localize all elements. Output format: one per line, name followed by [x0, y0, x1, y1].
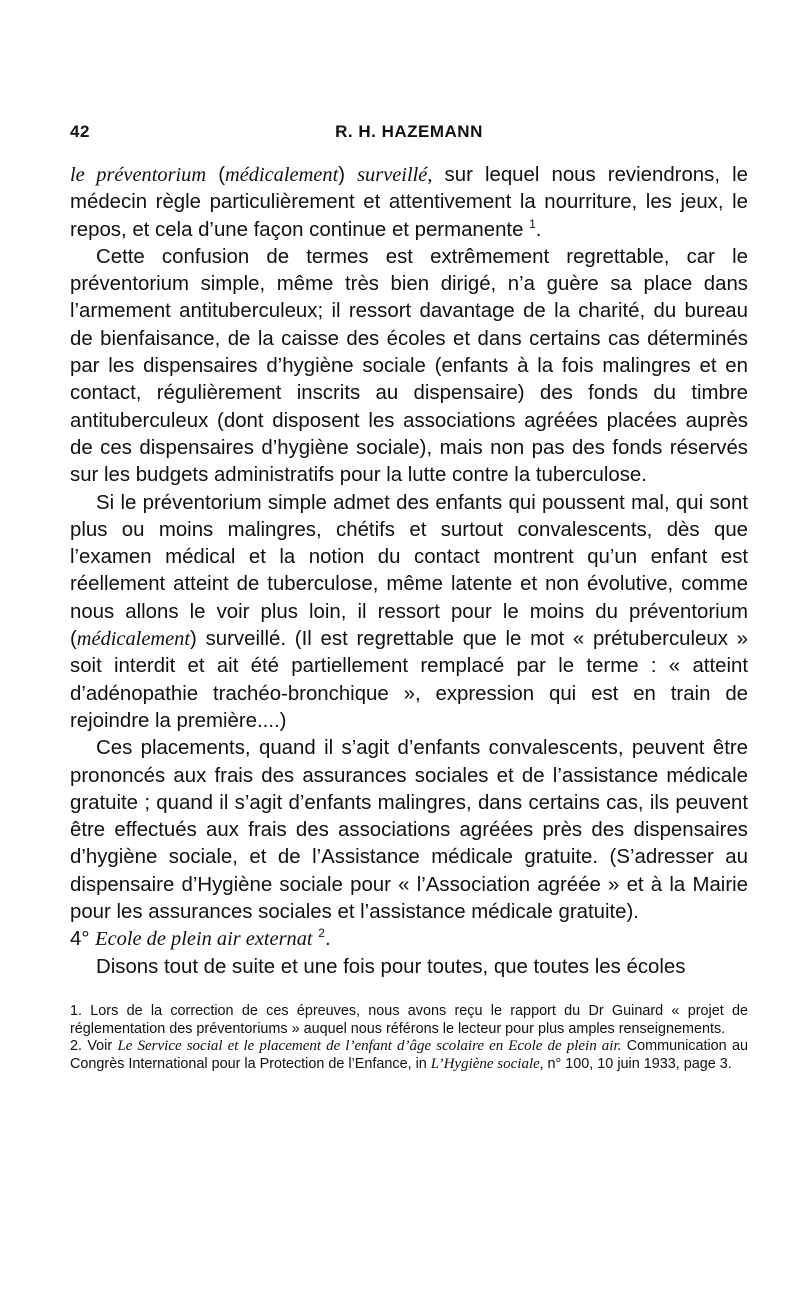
text-run: )	[338, 164, 358, 186]
footnote-2	[70, 1038, 748, 1073]
text-run: 2. Voir	[70, 1038, 118, 1055]
footnotes	[70, 1003, 748, 1073]
body-text	[70, 162, 748, 981]
running-head-author: R. H. HAZEMANN	[335, 122, 483, 141]
paragraph-4: Ces placements, quand il s’agit d’enfants convalescents, peuvent être prononcés aux frais des assurances sociales et de l’assistance médicale gratuite ; quand il s’agit d’enfants malingres, dans certains cas, ils peuvent être effectués aux frais des associations agréées près des dispensaires d’hygiène sociale, et de l’Assistance médicale gratuite. (S’adresser au dispensaire d’Hygiène sociale pour « l’Association agréée » et à la Mairie pour les assurances sociales et l’assistance médicale gratuite).	[70, 737, 748, 924]
text-run: .	[324, 928, 331, 951]
section-title: Ecole de plein air externat	[95, 928, 313, 951]
text-run: n° 100, 10 juin 1933, page 3.	[543, 1055, 732, 1072]
text-run: Si le préventorium simple admet des enfants qui poussent mal, qui sont plus ou moins malingres, chétifs et surtout convalescents, dès que l’examen médical et la notion du contact montrent qu’un enfant est réellement atteint de tuberculose, même latente et non évolutive, comme nous allons le voir plus loin, il ressort pour le moins du préventorium (	[70, 491, 748, 651]
italic-text: surveillé,	[357, 164, 433, 186]
paragraph-5: Disons tout de suite et une fois pour toutes, que toutes les écoles	[96, 955, 686, 978]
page-number: 42	[70, 122, 90, 141]
paragraph-2: Cette confusion de termes est extrêmement regrettable, car le préventorium simple, même très bien dirigé, n’a guère sa place dans l’armement antituberculeux; il ressort davantage de la charité, du bureau de bienfaisance, de la caisse des écoles et dans certains cas déterminés par les dispensaires d’hygiène sociale (enfants à la fois malingres et en contact, régulièrement inscrits au dispensaire) des fonds du timbre antituberculeux (dont disposent les associations agréées placées auprès de ces dispensaires d’hygiène sociale), mais non pas des fonds réservés sur les budgets administratifs pour la lutte contre la tuberculose.	[70, 245, 748, 487]
footnote-1: 1. Lors de la correction de ces épreuves, nous avons reçu le rapport du Dr Guinard « projet de réglementation des préventoriums » auquel nous référons le lecteur pour plus amples renseignements.	[70, 1002, 748, 1037]
italic-text: le préventorium	[70, 164, 207, 186]
section-number: 4°	[70, 928, 90, 951]
text-run: .	[535, 218, 542, 241]
text-run: Communication au Congrès International pour la Protection de l’Enfance, in	[70, 1038, 748, 1072]
italic-text: médicalement	[225, 164, 339, 186]
paragraph-1	[70, 162, 748, 244]
text-run: (	[206, 164, 225, 186]
footnote-ref-2[interactable]: 2	[318, 926, 325, 941]
italic-text: L’Hygiène sociale,	[430, 1055, 544, 1072]
italic-text: médicalement	[76, 628, 191, 651]
document-page	[70, 118, 748, 1073]
italic-text: Le Service social et le placement de l’enfant d’âge scolaire en Ecole de plein air.	[117, 1038, 622, 1055]
text-run: sur lequel nous reviendrons, le médecin règle particulièrement et attentivement la nourriture, les jeux, le repos, et cela d’une façon continue et permanente	[70, 164, 748, 241]
footnote-ref-1[interactable]: 1	[529, 216, 536, 231]
paragraph-3	[70, 490, 748, 736]
section-heading	[70, 926, 748, 953]
running-head	[70, 118, 748, 148]
text-run: ) surveillé. (Il est regrettable que le mot « prétuberculeux » soit interdit et ait été partiellement remplacé par le terme : « atteint d’adénopathie trachéo-bronchique », expression qui est en train de rejoindre la première....)	[70, 628, 748, 732]
